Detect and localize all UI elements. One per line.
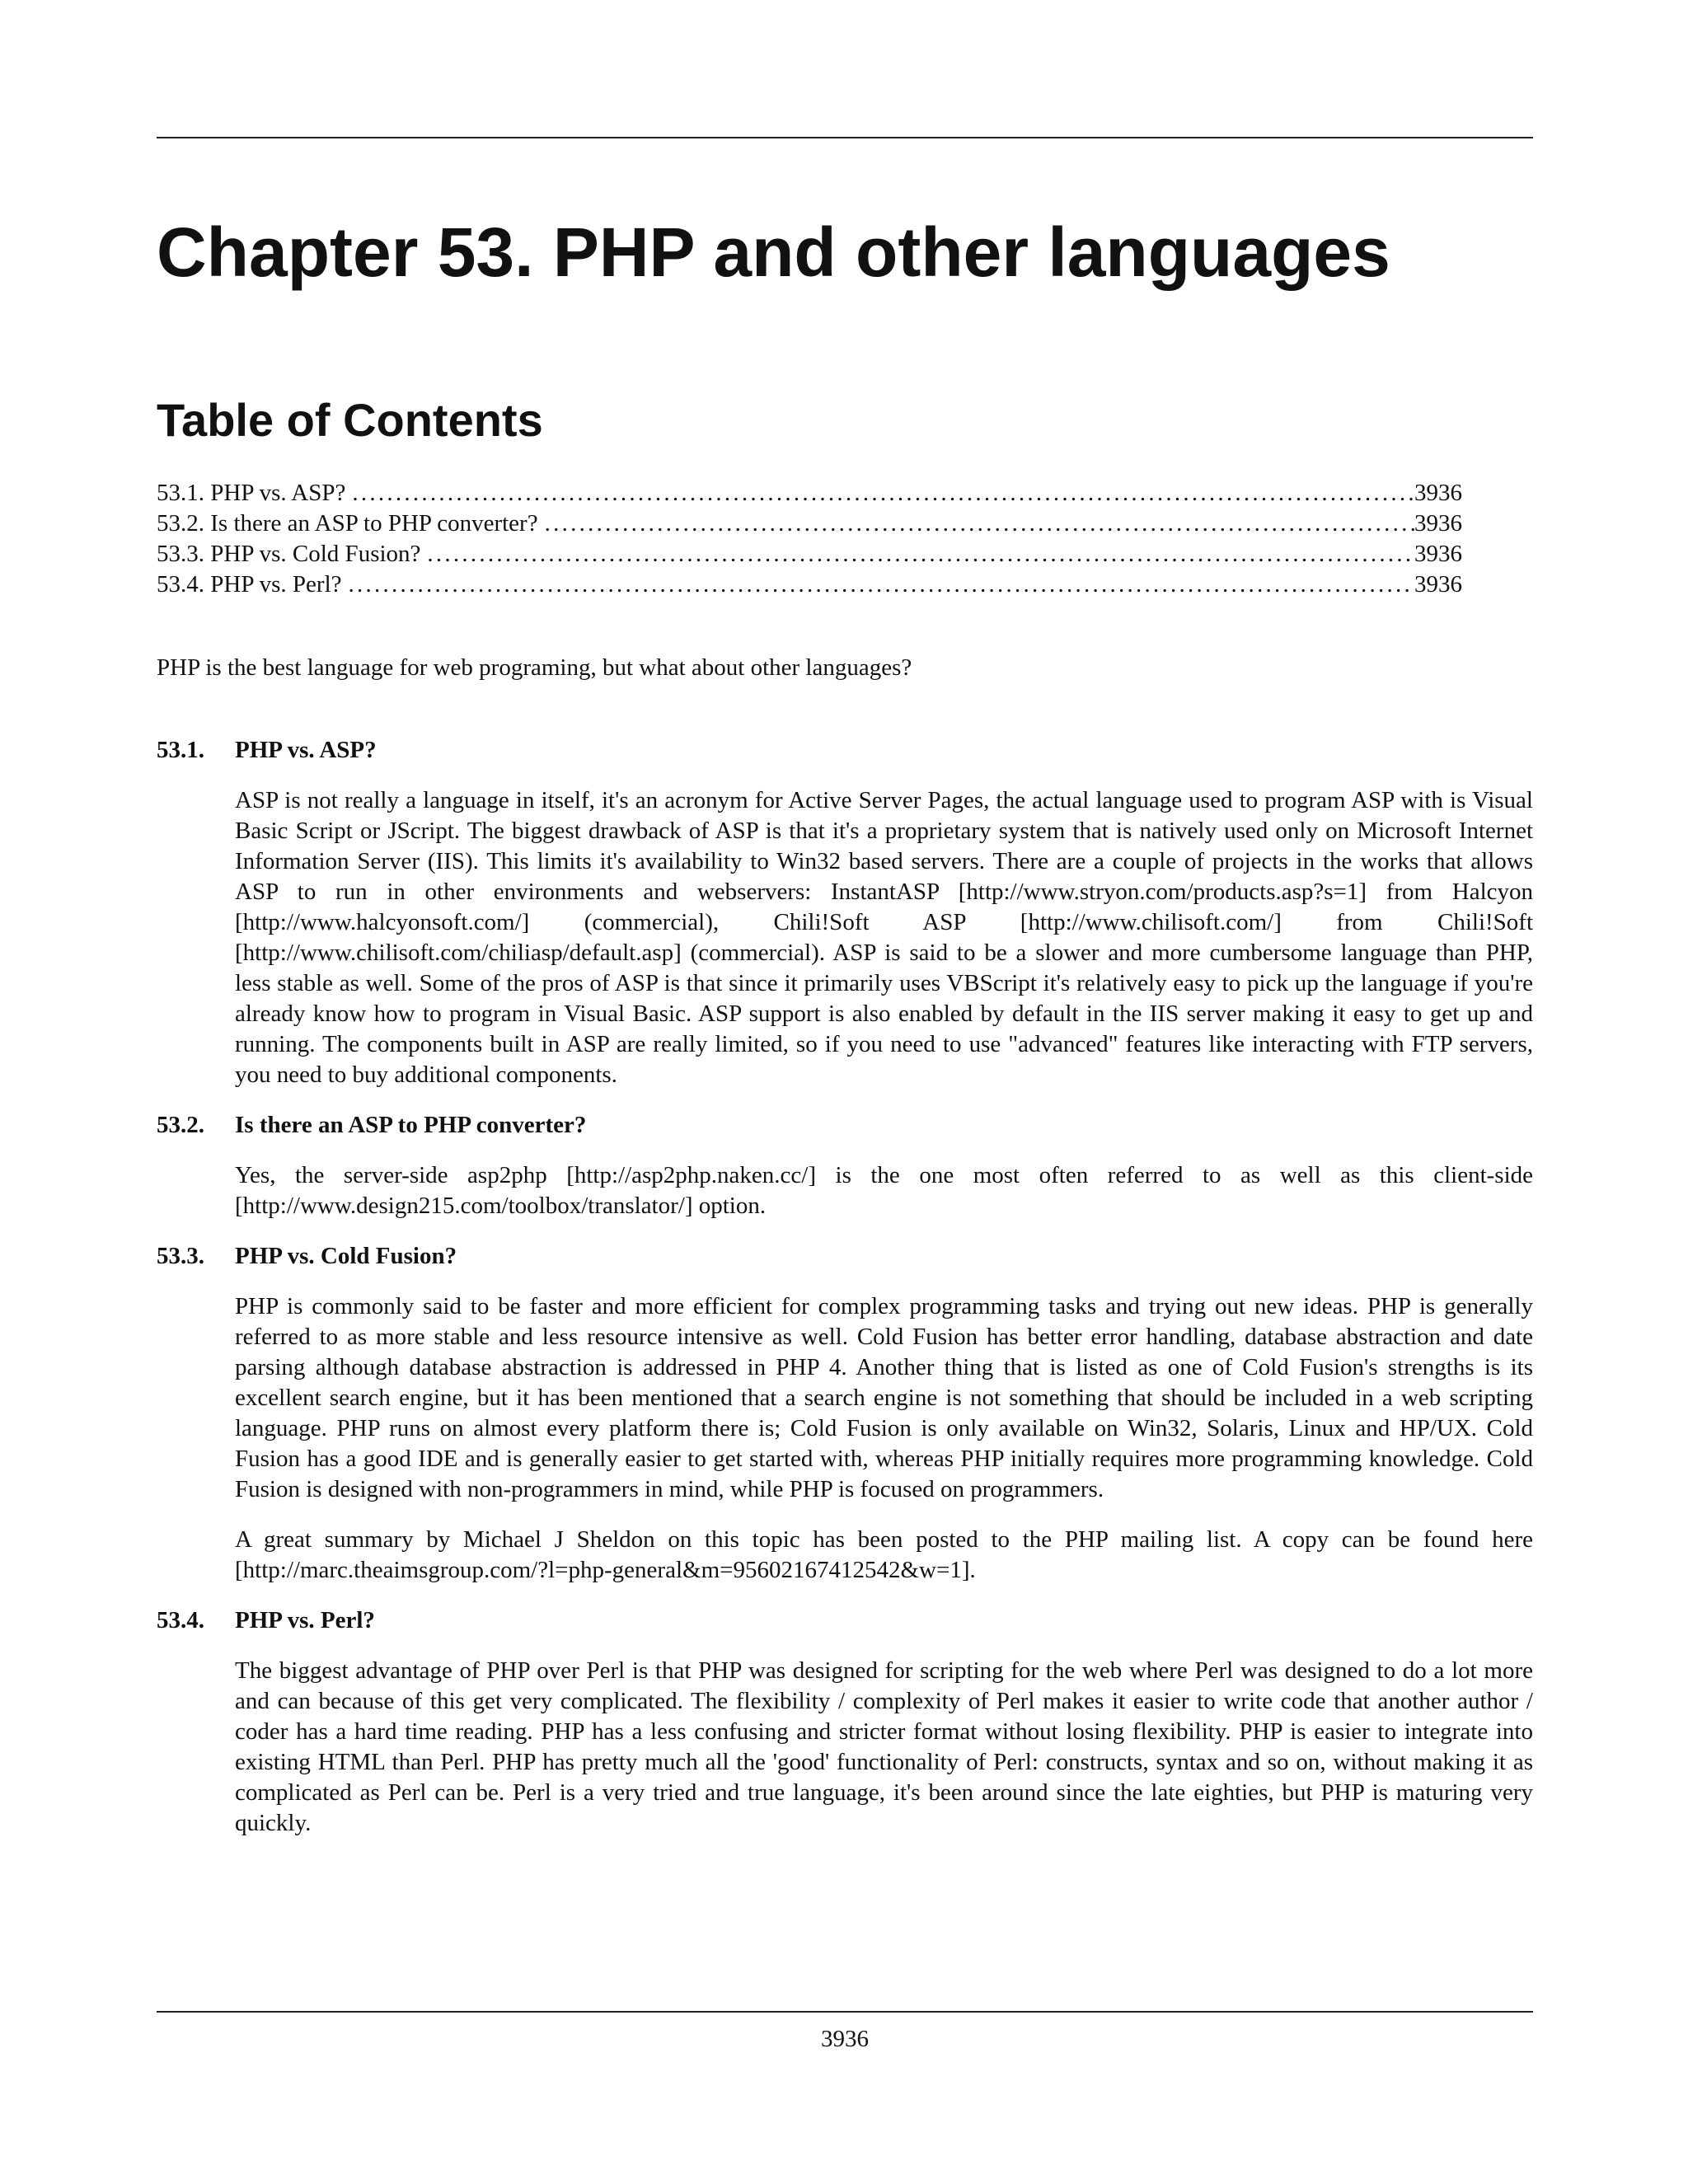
toc-heading: Table of Contents — [157, 394, 543, 446]
section-number: 53.1. — [157, 737, 204, 763]
intro-paragraph: PHP is the best language for web programing, but what about other languages? — [157, 654, 912, 681]
toc-entry-page: 3936 — [1414, 541, 1462, 567]
body-paragraph: Yes, the server-side asp2php [http://asp2php.naken.cc/] is the one most often referred to as well as this client-side [http://www.design215.com/toolbox/translator/] option. — [235, 1162, 1533, 1219]
section-body — [235, 785, 1533, 1090]
section-title: Is there an ASP to PHP converter? — [235, 1112, 587, 1138]
page-number: 3936 — [821, 2026, 869, 2052]
toc-entry-title: 53.1. PHP vs. ASP? — [157, 480, 346, 506]
toc-entry-title: 53.4. PHP vs. Perl? — [157, 571, 342, 598]
toc-entry-title: 53.2. Is there an ASP to PHP converter? — [157, 510, 538, 537]
toc-leader-dots — [342, 569, 1415, 600]
toc-entry-page: 3936 — [1414, 480, 1462, 506]
sections — [157, 735, 1533, 1858]
footer-rule — [157, 2011, 1533, 2013]
section-53-4 — [157, 1605, 1533, 1839]
header-rule — [157, 137, 1533, 138]
section-53-3 — [157, 1241, 1533, 1586]
section-title: PHP vs. Perl? — [235, 1607, 375, 1633]
section-53-2 — [157, 1110, 1533, 1221]
section-53-1 — [157, 735, 1533, 1090]
toc-leader-dots — [538, 509, 1414, 539]
section-heading — [157, 1605, 1533, 1636]
toc-entry-title: 53.3. PHP vs. Cold Fusion? — [157, 541, 421, 567]
toc-leader-dots — [420, 539, 1414, 569]
section-number: 53.2. — [157, 1112, 204, 1138]
body-paragraph: A great summary by Michael J Sheldon on this topic has been posted to the PHP mailing list. A copy can be found here [http://marc.theaimsgroup.com/?l=php-general&m=95602167412542&w=1]. — [235, 1526, 1533, 1583]
chapter-title: Chapter 53. PHP and other languages — [157, 213, 1390, 291]
section-body — [235, 1160, 1533, 1221]
section-title: PHP vs. Cold Fusion? — [235, 1243, 457, 1269]
section-heading — [157, 1241, 1533, 1272]
document-page — [157, 0, 1533, 2184]
toc-entry-53-3[interactable] — [157, 539, 1462, 569]
section-title: PHP vs. ASP? — [235, 737, 377, 763]
section-number: 53.3. — [157, 1243, 204, 1269]
section-heading — [157, 735, 1533, 766]
toc-leader-dots — [345, 478, 1414, 509]
toc-entry-53-1[interactable] — [157, 478, 1462, 509]
body-paragraph: PHP is commonly said to be faster and more efficient for complex programming tasks and trying out new ideas. PHP is generally referred to as more stable and less resource intensive as well. Cold Fusion has better error handling, database abstraction and date parsing although database abstraction is addressed in PHP 4. Another thing that is listed as one of Cold Fusion's strengths is its excellent search engine, but it has been mentioned that a search engine is not something that should be included in a web scripting language. PHP runs on almost every platform there is; Cold Fusion is only available on Win32, Solaris, Linux and HP/UX. Cold Fusion has a good IDE and is generally easier to get started with, whereas PHP initially requires more programming knowledge. Cold Fusion is designed with non-programmers in mind, while PHP is focused on programmers. — [235, 1293, 1533, 1502]
section-body — [235, 1656, 1533, 1839]
section-body — [235, 1291, 1533, 1586]
toc-entry-page: 3936 — [1414, 571, 1462, 598]
body-paragraph: The biggest advantage of PHP over Perl is that PHP was designed for scripting for the web where Perl was designed to do a lot more and can because of this get very complicated. The flexibility / complexity of Perl makes it easier to write code that another author / coder has a hard time reading. PHP has a less confusing and stricter format without losing flexibility. PHP is easier to integrate into existing HTML than Perl. PHP has pretty much all the 'good' functionality of Perl: constructs, syntax and so on, without making it as complicated as Perl can be. Perl is a very tried and true language, it's been around since the late eighties, but PHP is maturing very quickly. — [235, 1657, 1533, 1836]
toc-entry-53-4[interactable] — [157, 569, 1462, 600]
section-heading — [157, 1110, 1533, 1141]
toc-entry-53-2[interactable] — [157, 509, 1462, 539]
table-of-contents — [157, 478, 1462, 600]
body-paragraph: ASP is not really a language in itself, it's an acronym for Active Server Pages, the actual language used to program ASP with is Visual Basic Script or JScript. The biggest drawback of ASP is that it's a proprietary system that is natively used only on Microsoft Internet Information Server (IIS). This limits it's availability to Win32 based servers. There are a couple of projects in the works that allows ASP to run in other environments and webservers: InstantASP [http://www.stryon.com/products.asp?s=1] from Halcyon [http://www.halcyonsoft.com/] (commercial), Chili!Soft ASP [http://www.chilisoft.com/] from Chili!Soft [http://www.chilisoft.com/chiliasp/default.asp] (commercial). ASP is said to be a slower and more cumbersome language than PHP, less stable as well. Some of the pros of ASP is that since it primarily uses VBScript it's relatively easy to pick up the language if you're already know how to program in Visual Basic. ASP support is also enabled by default in the IIS server making it easy to get up and running. The components built in ASP are really limited, so if you need to use "advanced" features like interacting with FTP servers, you need to buy additional components. — [235, 787, 1533, 1088]
section-number: 53.4. — [157, 1607, 204, 1633]
toc-entry-page: 3936 — [1414, 510, 1462, 537]
